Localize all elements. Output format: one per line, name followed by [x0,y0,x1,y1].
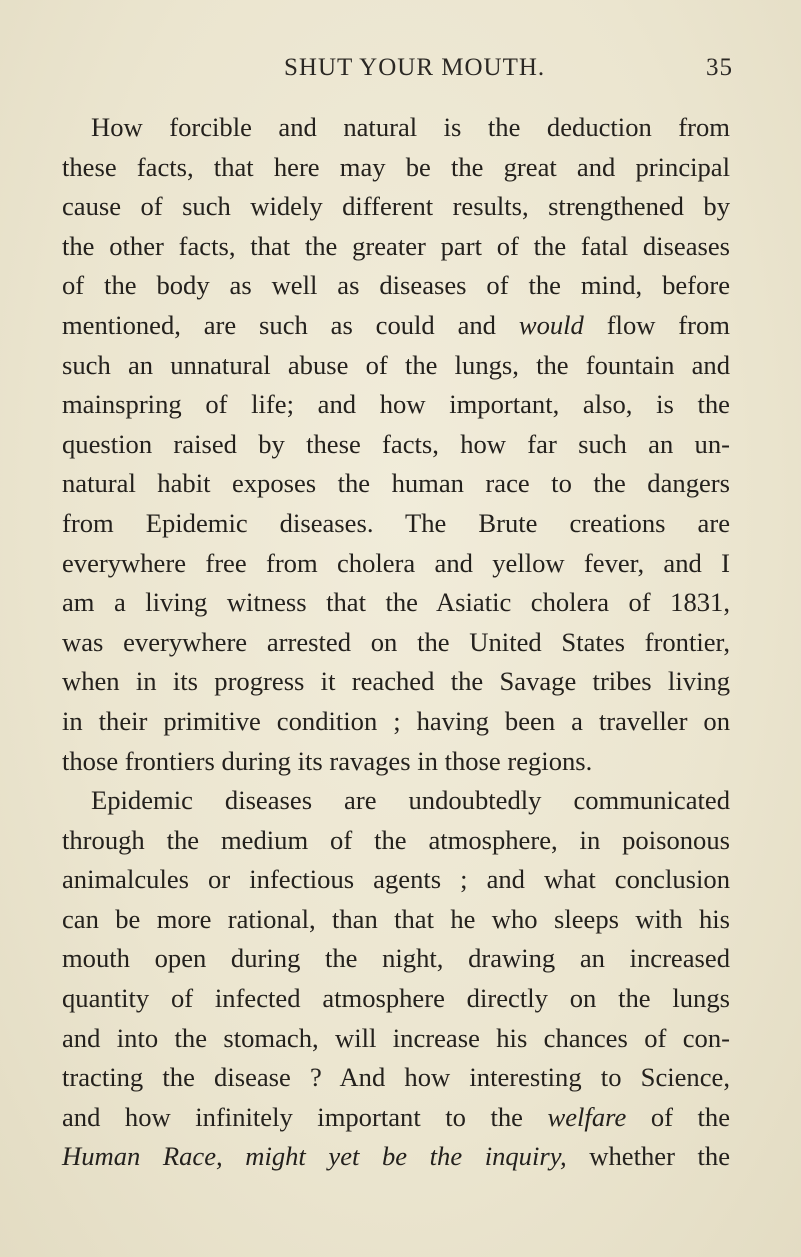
text-line: can be more rational, than that he who sleeps with his [62,903,730,934]
text-line: mouth open during the night, drawing an increased [62,943,730,974]
text-line: am a living witness that the Asiatic cholera of 1831, [62,587,730,618]
italic-text: would [518,309,584,340]
text-line: such an unnatural abuse of the lungs, the fountain and [62,349,730,380]
text-line: those frontiers during its ravages in those regions. [62,745,593,776]
text-line [62,1098,730,1138]
text-line: How forcible and natural is the deduction from [91,112,730,142]
text-line: of the body as well as diseases of the mind, before [62,270,730,301]
text-line: cause of such widely different results, strengthened by [62,191,730,222]
text-line [62,1137,730,1177]
text-run: of the [626,1101,730,1132]
text-line: everywhere free from cholera and yellow fever, and I [62,547,730,578]
text-line: question raised by these facts, how far such an un- [62,428,730,459]
text-line: quantity of infected atmosphere directly on the lungs [62,983,730,1014]
text-line: natural habit exposes the human race to the dangers [62,468,730,499]
text-line: the other facts, that the greater part of the fatal diseases [62,230,730,261]
running-title: SHUT YOUR MOUTH. [284,54,546,81]
text-line: when in its progress it reached the Savage tribes living [62,666,730,697]
text-line: Epidemic diseases are undoubtedly communicated [91,785,730,816]
text-run: flow from [583,309,730,340]
page-number: 35 [706,54,733,81]
text-line [62,306,730,346]
text-line: these facts, that here may be the great and principal [62,151,730,182]
text-line: in their primitive condition ; having been a traveller on [62,705,730,736]
italic-text: welfare [547,1101,627,1132]
running-head [0,54,801,94]
text-line: tracting the disease ? And how interesting to Science, [62,1062,730,1093]
text-run: and how infinitely important to the [62,1101,548,1132]
text-line: through the medium of the atmosphere, in poisonous [62,824,730,855]
text-run: mentioned, are such as could and [62,309,519,340]
text-line: animalcules or infectious agents ; and what conclusion [62,864,730,895]
text-line: was everywhere arrested on the United States frontier, [62,626,730,657]
body-text [62,108,730,1177]
text-line: mainspring of life; and how important, also, is the [62,389,730,420]
italic-text: Human Race, might yet be the inquiry, [62,1141,567,1172]
text-line: and into the stomach, will increase his chances of con- [62,1022,730,1053]
text-line: from Epidemic diseases. The Brute creations are [62,507,730,538]
text-run: whether the [566,1141,731,1172]
